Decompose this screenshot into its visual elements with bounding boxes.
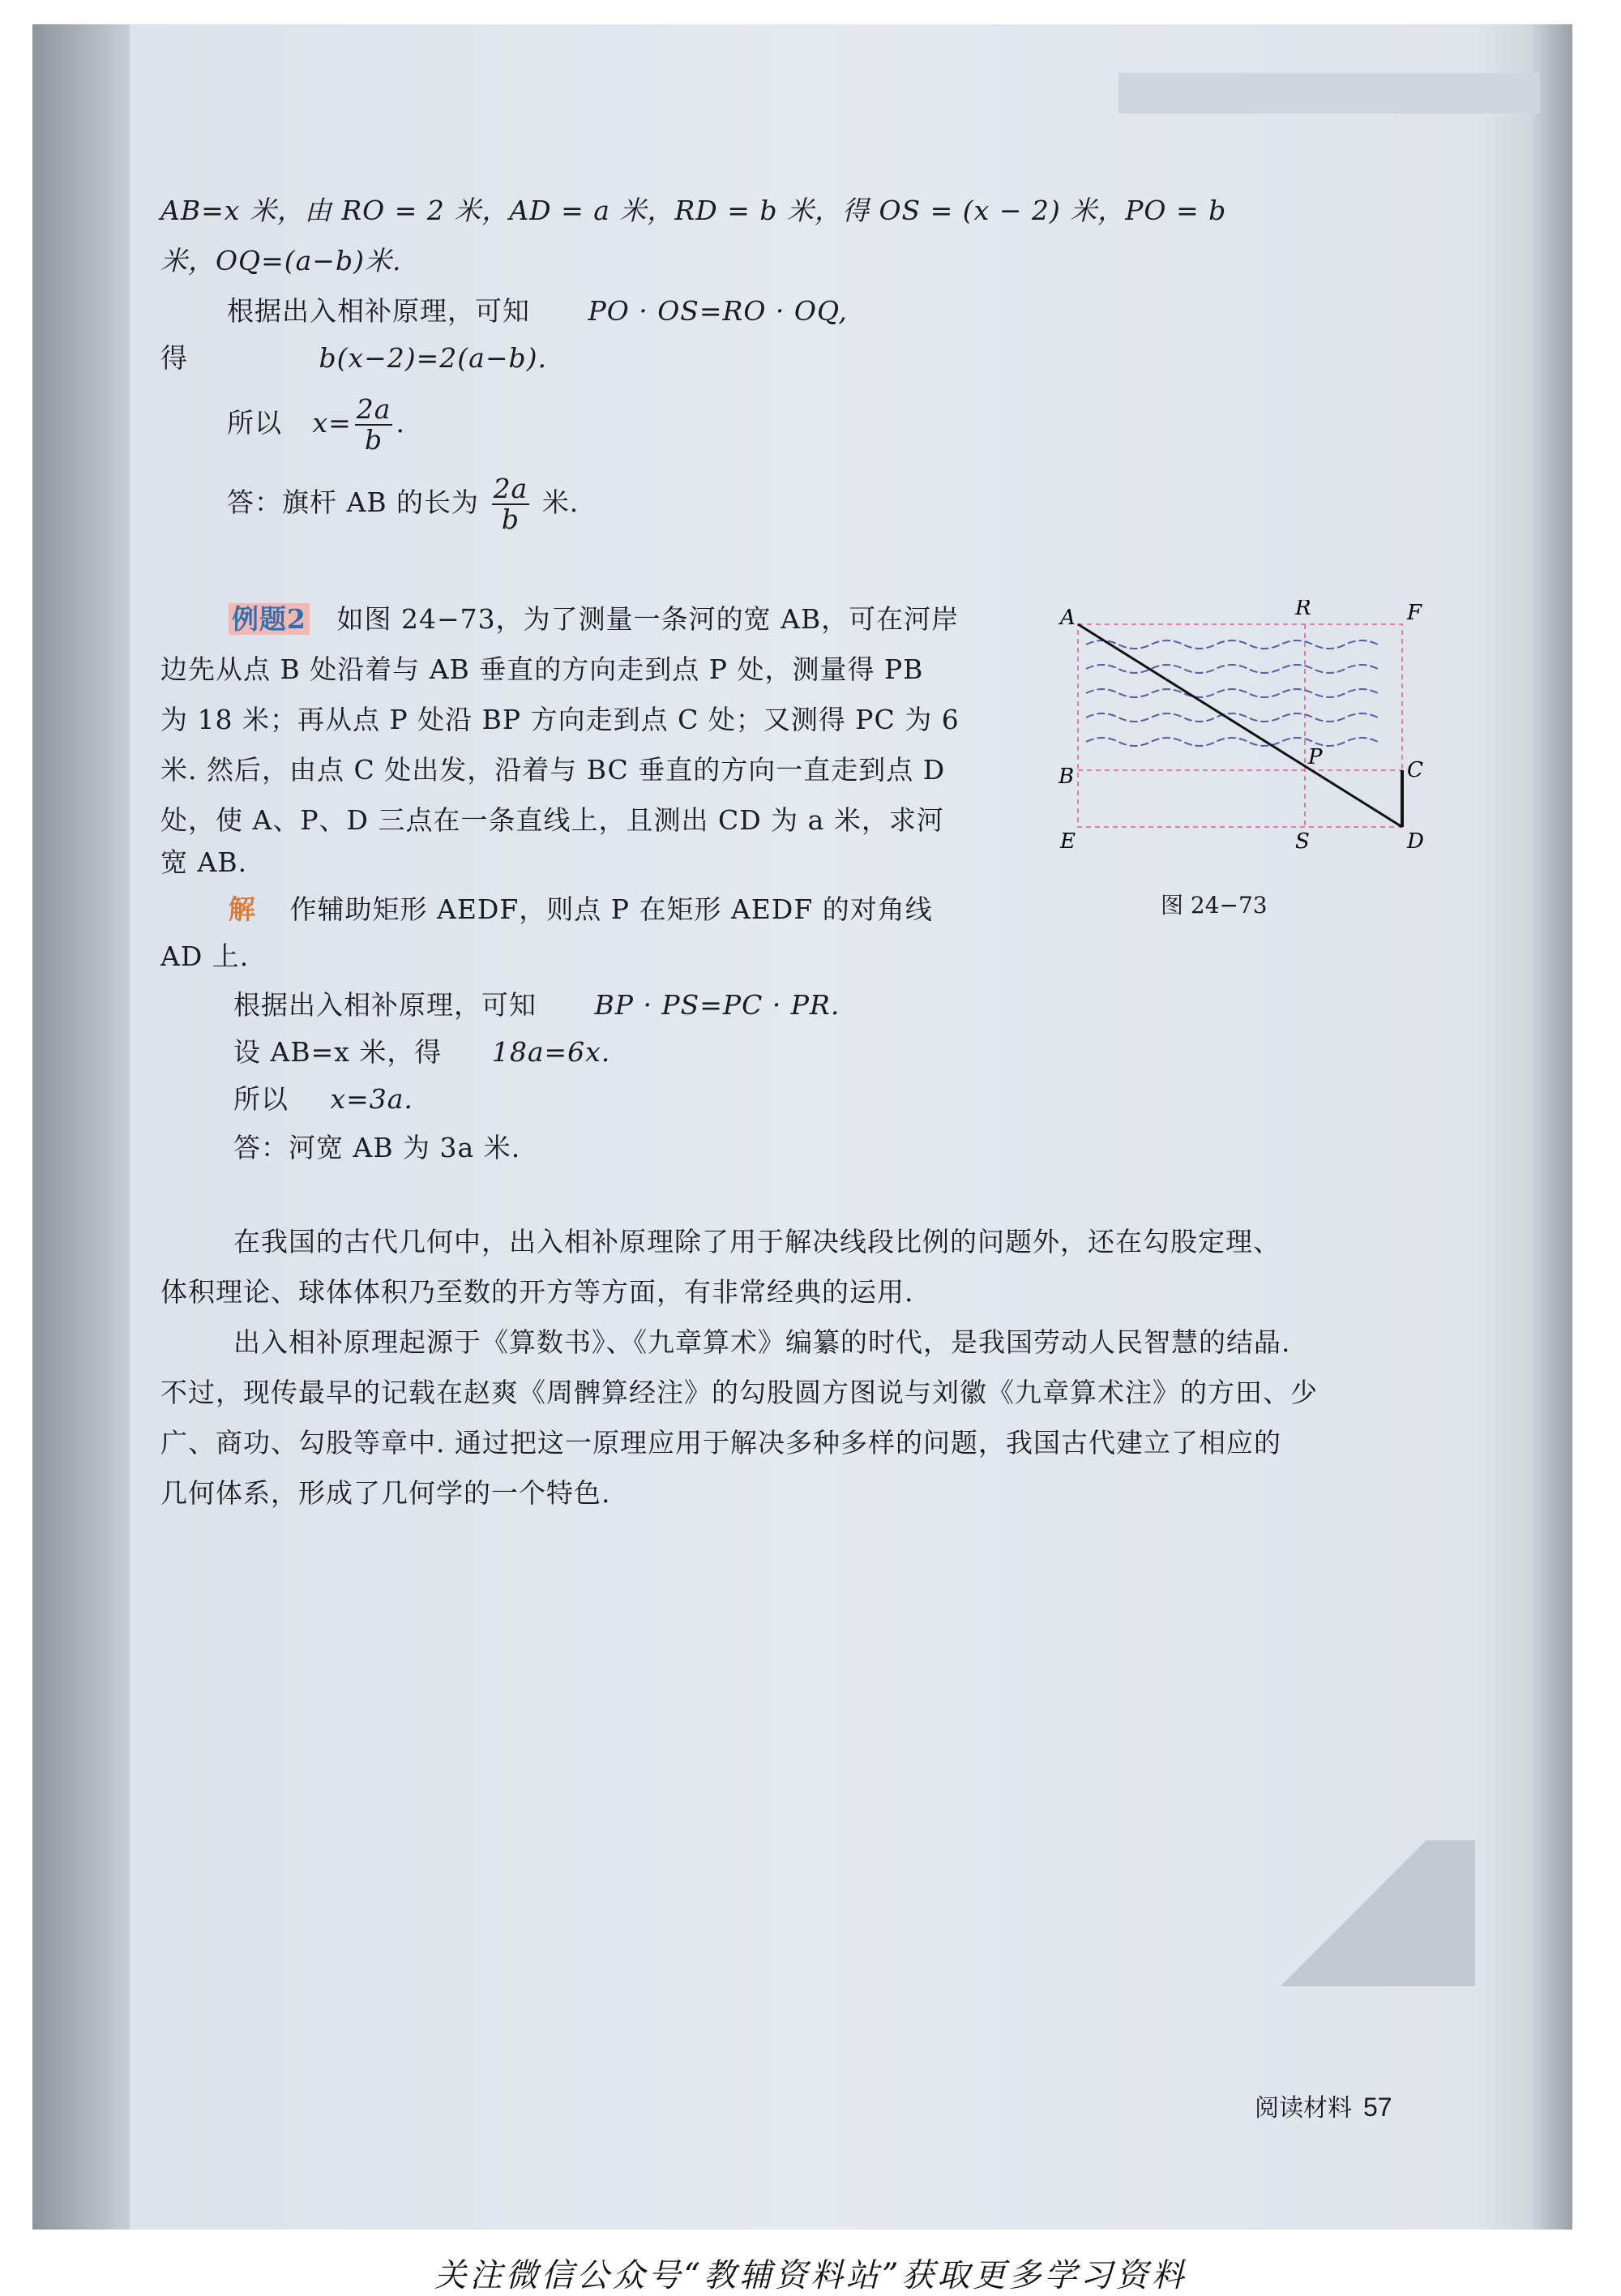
example-label: 例题2 (229, 603, 310, 635)
fraction-2a-over-b: $\frac{2a}{b}$ (356, 393, 391, 456)
example2-line-1: 例题2 如图 24−73，为了测量一条河的宽 AB，可在河岸 (229, 602, 959, 637)
page-number: 57 (1363, 2093, 1392, 2122)
solution2-line-6: 答：河宽 AB 为 3a 米. (233, 1132, 521, 1163)
river-wave-2 (1086, 665, 1378, 673)
point-e: E (1060, 829, 1076, 854)
closing-p2-line-1: 出入相补原理起源于《算数书》、《九章算术》编纂的时代，是我国劳动人民智慧的结晶. (233, 1326, 1291, 1358)
principle-text: 根据出入相补原理，可知 (227, 295, 530, 327)
suoyi-text: 所以 (227, 407, 282, 439)
closing-p1-line-2: 体积理论、球体体积乃至数的开方等方面，有非常经典的运用. (160, 1276, 914, 1308)
solution2-line-2: AD 上. (160, 940, 250, 972)
intro-line-1: AB=x 米，由 RO = 2 米，AD = a 米，RD = b 米，得 OS = (x − 2) 米，PO = b (160, 195, 1227, 226)
example2-line-3: 为 18 米；再从点 P 处沿 BP 方向走到点 C 处；又测得 PC 为 6 (160, 704, 960, 735)
figure-24-73 (1054, 600, 1426, 867)
example2-line-5: 处，使 A、P、D 三点在一条直线上，且测出 CD 为 a 米，求河 (160, 804, 944, 836)
de-text: 得 (160, 342, 188, 374)
x-equals: x= (312, 407, 352, 439)
example2-line-2: 边先从点 B 处沿着与 AB 垂直的方向走到点 P 处，测量得 PB (160, 653, 924, 685)
solution2-line-5: 所以 x=3a. (233, 1083, 413, 1115)
closing-p2-line-3: 广、商功、勾股等章中. 通过把这一原理应用于解决多种多样的问题，我国古代建立了相应的 (160, 1427, 1281, 1459)
point-s: S (1295, 829, 1310, 854)
point-d: D (1407, 829, 1424, 854)
point-b: B (1059, 765, 1075, 789)
closing-p2-line-2: 不过，现传最早的记载在赵爽《周髀算经注》的勾股圆方图说与刘徽《九章算术注》的方田、少 (160, 1377, 1318, 1408)
solution2-line-3: 根据出入相补原理，可知 BP · PS=PC · PR. (233, 989, 840, 1021)
point-r: R (1295, 600, 1311, 620)
solution1-principle (227, 293, 848, 329)
point-f: F (1407, 601, 1422, 625)
section-name: 阅读材料 (1255, 2094, 1352, 2123)
promo-banner: 关注微信公众号“教辅资料站”获取更多学习资料 (434, 2257, 1187, 2294)
figure-caption: 图 24−73 (1161, 892, 1268, 919)
page-footer (1255, 2088, 1392, 2123)
solution1-eq2-row (160, 341, 547, 376)
point-c: C (1407, 758, 1423, 782)
equation-2: b(x−2)=2(a−b). (319, 342, 547, 374)
solution-label: 解 (229, 893, 256, 925)
river-wave-1 (1086, 640, 1378, 649)
solution2-line-1: 解 作辅助矩形 AEDF，则点 P 在矩形 AEDF 的对角线 (229, 893, 933, 925)
river-wave-5 (1086, 738, 1378, 746)
river-wave-3 (1086, 689, 1378, 697)
example2-line-6: 宽 AB. (160, 846, 248, 878)
solution1-x-row: 所以 x= $\frac{2a}{b}$ . (227, 393, 405, 456)
closing-p1-line-1: 在我国的古代几何中，出入相补原理除了用于解决线段比例的问题外，还在勾股定理、 (233, 1226, 1281, 1257)
intro-line-2: 米，OQ=(a−b)米. (160, 245, 402, 276)
diagonal-ad (1078, 624, 1402, 827)
example2-line-4: 米. 然后，由点 C 处出发，沿着与 BC 垂直的方向一直走到点 D (160, 754, 946, 786)
solution1-answer: 答：旗杆 AB 的长为 $\frac{2a}{b}$ 米. (227, 473, 580, 535)
answer-fraction: $\frac{2a}{b}$ (493, 473, 528, 535)
principle-equation: PO · OS=RO · OQ, (588, 295, 848, 327)
point-a: A (1060, 606, 1076, 630)
solution2-line-4: 设 AB=x 米，得 18a=6x. (233, 1036, 611, 1068)
closing-p2-line-4: 几何体系，形成了几何学的一个特色. (160, 1477, 611, 1509)
point-p: P (1308, 745, 1323, 769)
